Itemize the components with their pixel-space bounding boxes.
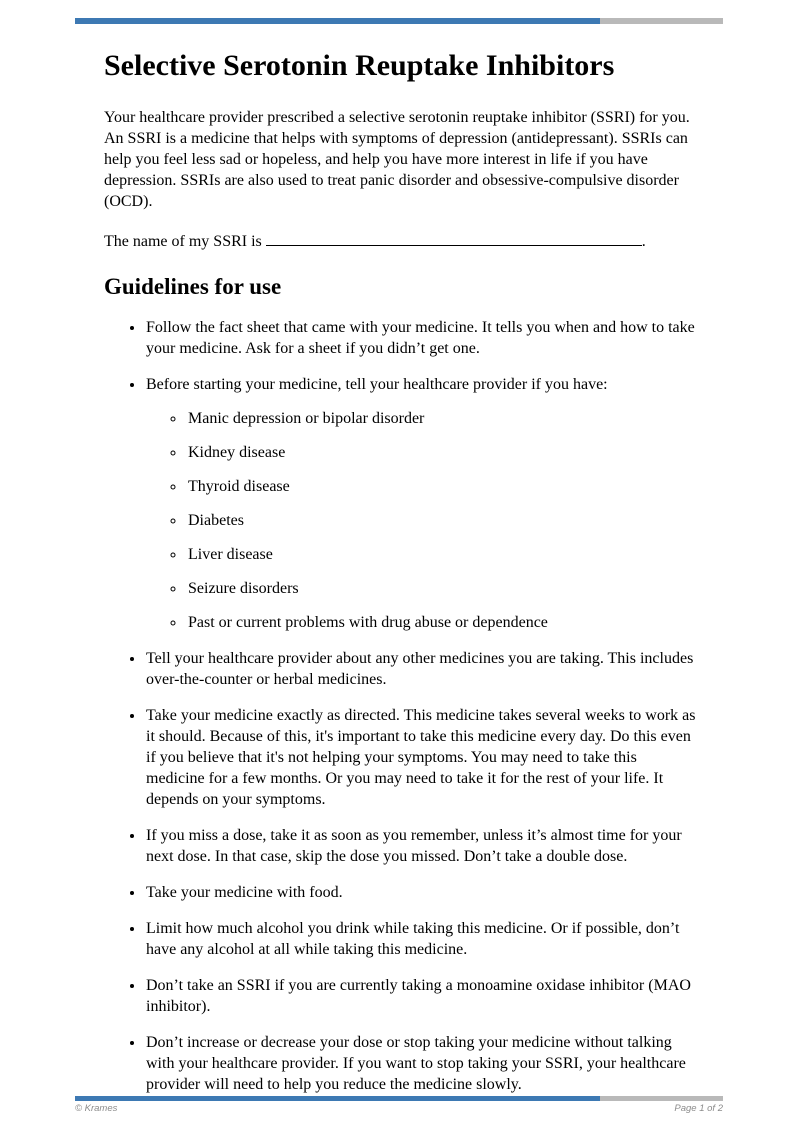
footer-bar-gray-segment <box>600 1096 723 1101</box>
page-number: Page 1 of 2 <box>674 1103 723 1114</box>
list-item-text: Don’t increase or decrease your dose or stop taking your medicine without talking with your healthcare provider. If you want to stop taking your SSRI, your healthcare provider will need to help you reduce the medicine slowly. <box>146 1034 686 1094</box>
list-item <box>145 825 698 867</box>
list-item <box>145 1032 698 1095</box>
section-heading-guidelines: Guidelines for use <box>104 273 282 299</box>
ssri-name-line <box>104 231 698 252</box>
sublist-item: ◦ Manic depression or bipolar disorder <box>186 408 698 429</box>
list-item <box>145 317 698 359</box>
list-item-text: Follow the fact sheet that came with your medicine. It tells you when and how to take your medicine. Ask for a sheet if you didn’t get one. <box>146 319 695 358</box>
footer-text-row <box>75 1103 723 1114</box>
sublist-item: ◦ Seizure disorders <box>186 578 698 599</box>
ssri-name-label: The name of my SSRI is <box>104 232 262 250</box>
list-item-text: Take your medicine with food. <box>146 884 343 902</box>
document-content <box>104 0 698 1110</box>
ssri-name-blank-line <box>266 231 642 246</box>
sublist-item: ◦ Past or current problems with drug abuse or dependence <box>186 612 698 633</box>
list-item <box>145 918 698 960</box>
sublist-item: ◦ Kidney disease <box>186 442 698 463</box>
list-item-text: If you miss a dose, take it as soon as you remember, unless it’s almost time for your next dose. In that case, skip the dose you missed. Don’t take a double dose. <box>146 827 682 866</box>
footer-bar-blue-segment <box>75 1096 600 1101</box>
list-item <box>145 975 698 1017</box>
page-title: Selective Serotonin Reuptake Inhibitors <box>104 49 615 82</box>
conditions-sublist <box>146 408 698 633</box>
list-item <box>145 705 698 810</box>
list-item <box>145 648 698 690</box>
list-item <box>145 882 698 903</box>
intro-paragraph: Your healthcare provider prescribed a selective serotonin reuptake inhibitor (SSRI) for you. An SSRI is a medicine that helps with symptoms of depression (antidepressant). SSRIs can help you feel less sad or hopeless, and help you have more interest in life if you have depression. SSRIs are also used to treat panic disorder and obsessive-compulsive disorder (OCD). <box>104 108 690 210</box>
list-item <box>145 374 698 633</box>
footer-divider-bar <box>75 1096 723 1101</box>
page-footer <box>75 1096 723 1114</box>
list-item-text: Don’t take an SSRI if you are currently taking a monoamine oxidase inhibitor (MAO inhibitor). <box>146 977 691 1016</box>
list-item-text: Take your medicine exactly as directed. This medicine takes several weeks to work as it should. Because of this, it's important to take this medicine every day. Do this even if you believe that it's not helping your symptoms. You may need to take this medicine for a few months. Or you may need to take it for the rest of your life. It depends on your symptoms. <box>146 707 696 809</box>
list-item-text: Tell your healthcare provider about any other medicines you are taking. This includes over-the-counter or herbal medicines. <box>146 650 694 689</box>
sublist-item: ◦ Diabetes <box>186 510 698 531</box>
copyright-text: © Krames <box>75 1103 118 1114</box>
sublist-item: ◦ Thyroid disease <box>186 476 698 497</box>
list-item-text: Before starting your medicine, tell your healthcare provider if you have: <box>146 376 608 394</box>
list-item-text: Limit how much alcohol you drink while taking this medicine. Or if possible, don’t have any alcohol at all while taking this medicine. <box>146 920 680 959</box>
guidelines-list <box>104 317 698 1095</box>
ssri-name-period: . <box>641 232 646 250</box>
sublist-item: ◦ Liver disease <box>186 544 698 565</box>
